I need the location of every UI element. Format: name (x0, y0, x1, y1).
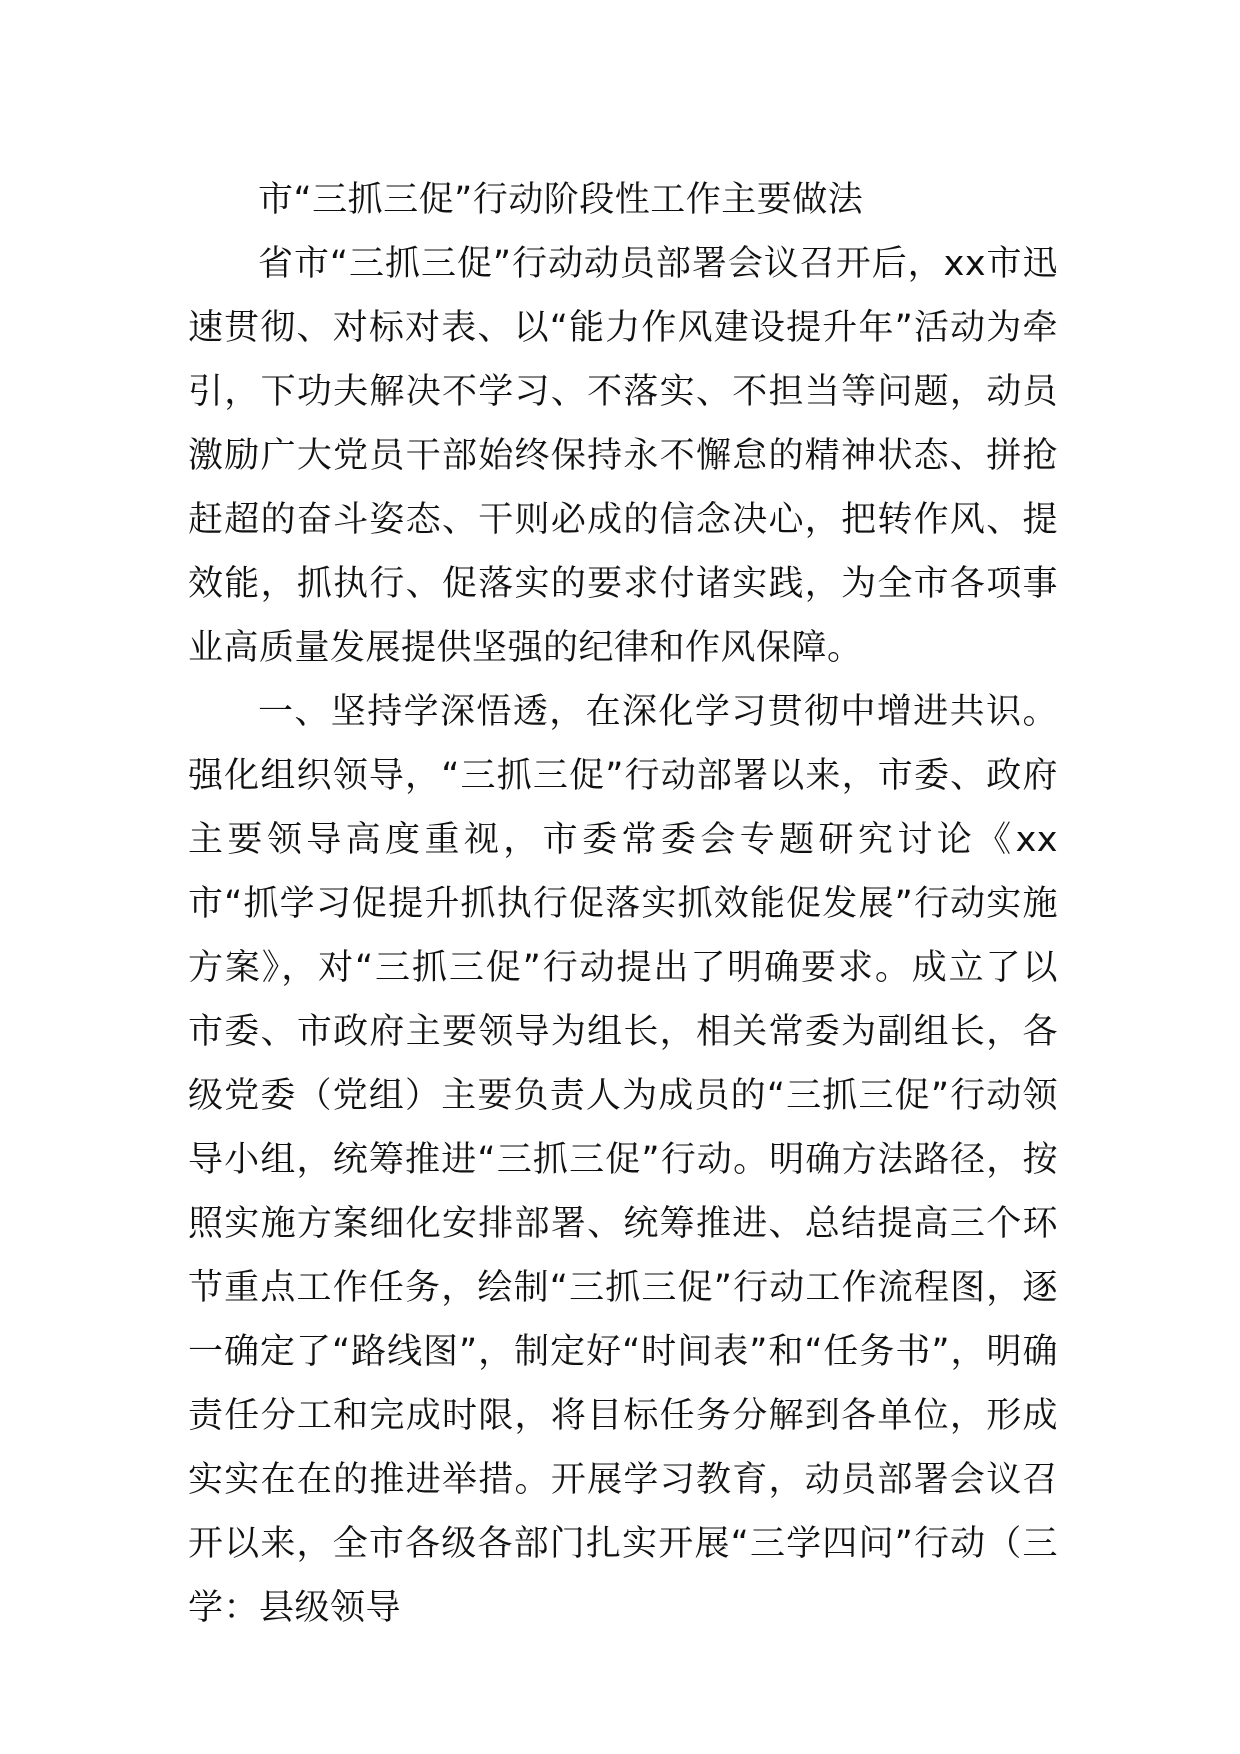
document-title: 市“三抓三促”行动阶段性工作主要做法 (258, 180, 864, 220)
paragraph-section-one: 一、坚持学深悟透，在深化学习贯彻中增进共识。强化组织领导，“三抓三促”行动部署以来，市委、政府主要领导高度重视，市委常委会专题研究讨论《xx市“抓学习促提升抓执行促落实抓效能促发展”行动实施方案》，对“三抓三促”行动提出了明确要求。成立了以市委、市政府主要领导为组长，相关常委为副组长，各级党委（党组）主要负责人为成员的“三抓三促”行动领导小组，统筹推进“三抓三促”行动。明确方法路径，按照实施方案细化安排部署、统筹推进、总结提高三个环节重点工作任务，绘制“三抓三促”行动工作流程图，逐一确定了“路线图”，制定好“时间表”和“任务书”，明确责任分工和完成时限，将目标任务分解到各单位，形成实实在在的推进举措。开展学习教育，动员部署会议召开以来，全市各级各部门扎实开展“三学四问”行动（三学：县级领导 (188, 692, 1058, 1628)
document-body (188, 168, 1058, 1640)
paragraph-intro: 省市“三抓三促”行动动员部署会议召开后，xx市迅速贯彻、对标对表、以“能力作风建设提升年”活动为牵引，下功夫解决不学习、不落实、不担当等问题，动员激励广大党员干部始终保持永不懈怠的精神状态、拼抢赶超的奋斗姿态、干则必成的信念决心，把转作风、提效能，抓执行、促落实的要求付诸实践，为全市各项事业高质量发展提供坚强的纪律和作风保障。 (188, 244, 1058, 668)
